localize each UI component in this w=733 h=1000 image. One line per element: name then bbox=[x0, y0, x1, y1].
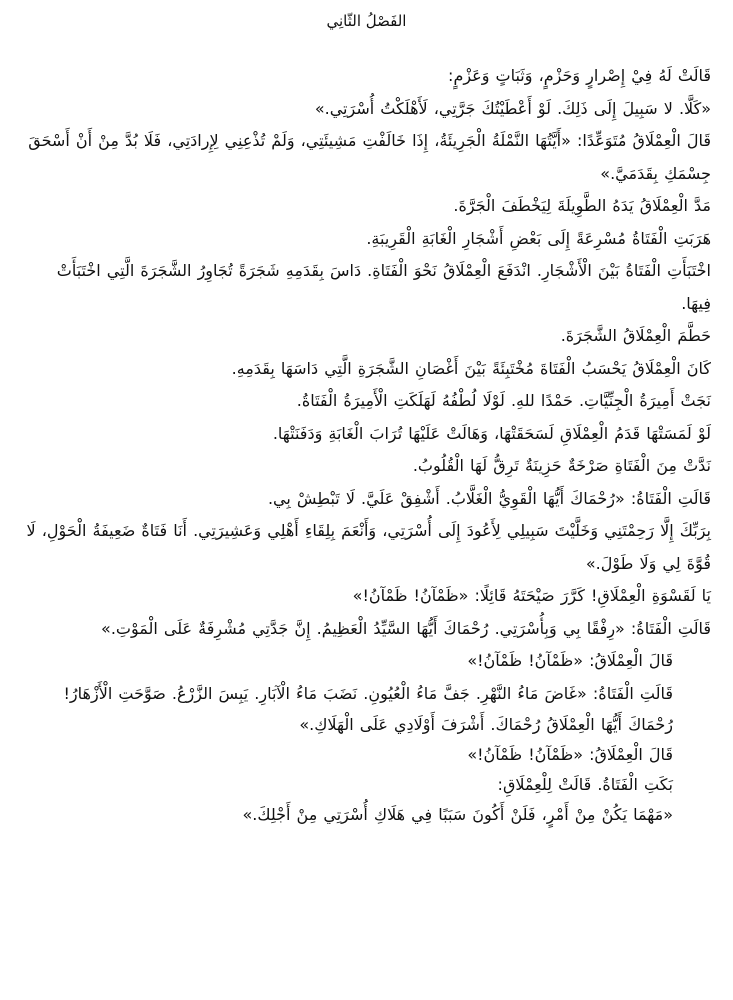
paragraph-3: قَالَ الْعِمْلَاقُ مُتَوَعِّدًا: «أَيَّتُهَا النَّمْلَةُ الْجَرِيئَةُ، إِذَا خَالَفْتِ مَشِيئَتِي، وَلَمْ تُذْعِنِي لِإِرادَتِي، فَلَا بُدَّ مِنْ أَنْ أَسْحَقَ جِسْمَكِ بِقَدَمَيَّ.» bbox=[28, 131, 711, 183]
paragraph-16: قَالَ الْعِمْلَاقُ: «ظَمْآنُ! ظَمْآنُ!» bbox=[467, 651, 673, 670]
paragraph-7: حَطَّمَ الْعِمْلَاقُ الشَّجَرَةَ. bbox=[560, 326, 711, 345]
story-text bbox=[24, 60, 711, 830]
paragraph-10: لَوْ لَمَسَتْهَا قَدَمُ الْعِمْلَاقِ لَسَحَقَتْهَا، وَهَالَتْ عَلَيْهَا تُرَابَ الْغَابَةِ وَدَفَنَتْهَا. bbox=[272, 423, 711, 443]
paragraph-9: نَجَتْ أَمِيرَةُ الْجِنِّيَّاتِ. حَمْدًا للهِ. لَوْلَا لُطْفُهُ لَهَلَكَتِ الْأَمِيرَةُ الْفَتَاةُ. bbox=[296, 391, 711, 410]
paragraph-17: قَالَتِ الْفَتَاةُ: «غَاضَ مَاءُ النَّهْرِ. جَفَّ مَاءُ الْعُيُونِ. نَضَبَ مَاءُ الْآبَارِ. يَبِسَ الزَّرْعُ. صَوَّحَتِ الْأَزْهَارُ! bbox=[63, 683, 673, 703]
paragraph-21: «مَهْمَا يَكُنْ مِنْ أَمْرٍ، فَلَنْ أَكُونَ سَبَبًا فِي هَلَاكِ أُسْرَتِي مِنْ أَجْلِكَ.» bbox=[242, 805, 673, 824]
paragraph-8: كَانَ الْعِمْلَاقُ يَحْسَبُ الْفَتَاةَ مُخْتَبِئَةً بَيْنَ أَغْصَانِ الشَّجَرَةِ الَّتِي دَاسَهَا بِقَدَمِهِ. bbox=[231, 358, 711, 378]
paragraph-14: يَا لَقَسْوَةِ الْعِمْلَاقِ! كَرَّرَ صَيْحَتَهُ قَائِلًا: «ظَمْآنُ! ظَمْآنُ!» bbox=[352, 586, 711, 605]
paragraph-13: بِرَبِّكَ إِلَّا رَحِمْتَنِي وَخَلَّيْتَ سَبِيلِي لِأَعُودَ إِلَى أُسْرَتِي، وَأَنْعَمَ بِلِقَاءِ أَهْلِي وَعَشِيرَتِي. أَنَا فَتَاةٌ ضَعِيفَةُ الْحَوْلِ، لَا قُوَّةَ لِي وَلَا طَوْلَ.» bbox=[26, 521, 711, 573]
paragraph-2: «كَلَّا. لا سَبِيلَ إِلَى ذَلِكَ. لَوْ أَعْطَيْتُكَ جَرَّتِي، لَأَهْلَكْتُ أُسْرَتِي.» bbox=[314, 98, 711, 118]
paragraph-1: قَالَتْ لَهُ فِيْ إِصْرارٍ وَحَزْمٍ، وَثَبَاتٍ وَعَزْمٍ: bbox=[448, 66, 711, 85]
paragraph-20: بَكَتِ الْفَتَاةُ. قَالَتْ لِلْعِمْلَاقِ: bbox=[497, 775, 673, 794]
chapter-title: الفَصْلُ الثّانِي bbox=[326, 12, 407, 30]
paragraph-18: رُحْمَاكَ أَيُّهَا الْعِمْلَاقُ رُحْمَاكَ. أَشْرَفَ أَوْلَادِي عَلَى الْهَلَاكِ.» bbox=[299, 715, 673, 734]
paragraph-19: قَالَ الْعِمْلَاقُ: «ظَمْآنُ! ظَمْآنُ!» bbox=[467, 745, 673, 764]
paragraph-5: هَرَبَتِ الْفَتَاةُ مُسْرِعَةً إِلَى بَعْضِ أَشْجَارِ الْغَابَةِ الْقَرِيبَةِ. bbox=[366, 228, 711, 248]
paragraph-12: قَالَتِ الْفَتَاةُ: «رُحْمَاكَ أَيُّهَا الْقَوِيُّ الْغَلَّابُ. أَشْفِقْ عَلَيَّ. لَا تَبْطِشْ بِي. bbox=[267, 488, 711, 508]
paragraph-4: مَدَّ الْعِمْلَاقُ يَدَهُ الطَّوِيلَةَ لِيَخْطَفَ الْجَرَّةَ. bbox=[453, 196, 711, 215]
paragraph-6: اخْتَبَأَتِ الْفَتَاةُ بَيْنَ الْأَشْجَارِ. انْدَفَعَ الْعِمْلَاقُ نَحْوَ الْفَتَاةِ. دَاسَ بِقَدَمِهِ شَجَرَةً تُجَاوِرُ الشَّجَرَةَ الَّتِي اخْتَبَأَتْ فِيهَا. bbox=[56, 261, 711, 313]
paragraph-15: قَالَتِ الْفَتَاةُ: «رِفْقًا بِي وَبِأُسْرَتِي. رُحْمَاكَ أَيُّهَا السَّيِّدُ الْعَظِيمُ. إِنَّ جَدَّتِي مُشْرِفَةٌ عَلَى الْمَوْتِ.» bbox=[101, 618, 711, 638]
paragraph-11: نَدَّتْ مِنَ الْفَتَاةِ صَرْخَةٌ حَزِينَةٌ تَرِقُّ لَهَا الْقُلُوبُ. bbox=[412, 456, 711, 475]
